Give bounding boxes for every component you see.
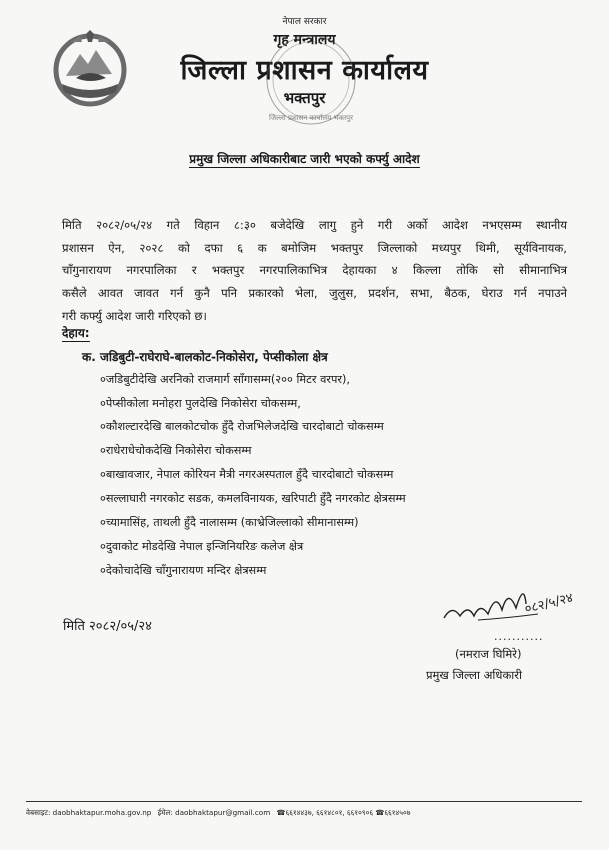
signature-line: ........... [494,630,544,643]
officer-name: (नमराज घिमिरे) [455,647,522,661]
area-list-item: ०देकोचादेखि चाँगुनारायण मन्दिर क्षेत्रसम्म [100,564,267,577]
area-list-item: ०च्यामासिंह, ताथली हुँदै नालासम्म (काभ्रेजिल्लाको सीमानासम्म) [100,516,359,529]
signature-date: मिति २०८२/०५/२४ [63,619,152,634]
footer-email: ईमेल: daobhaktapur@gmail.com [157,808,271,817]
paragraph-line: मिति २०८२/०५/२४ गते विहान ८:३० बजेदेखि लागु हुने गरी अर्को आदेश नभएसम्म स्थानीय [62,218,567,232]
officer-designation: प्रमुख जिल्ला अधिकारी [426,668,522,682]
paragraph-line: गरी कर्फ्यु आदेश जारी गरिएको छ। [62,308,207,323]
area-list-item: ०बाखावजार, नेपाल कोरियन मैत्री नगरअस्पताल हुँदै चारदोबाटो चोकसम्म [100,468,394,481]
document-subject [0,150,609,167]
footer-website: वेबसाइट: daobhaktapur.moha.gov.np [26,808,152,817]
stamp-text: जिल्ला प्रशासन कार्यालय भक्तपुर [269,114,353,122]
handwritten-date: ०८२/५/२४ [523,590,575,618]
paragraph-line: कसैले आवत जावत गर्न कुनै पनि प्रकारको भेला, जुलुस, प्रदर्शन, सभा, बैठक, घेराउ गर्न नपाउने [62,286,567,301]
office-location: भक्तपुर [283,89,326,107]
subject-text: प्रमुख जिल्ला अधिकारीबाट जारी भएको कर्फ्यु आदेश [189,152,420,166]
office-stamp [259,22,363,142]
area-list-item: ०कौशल्टारदेखि बालकोटचोक हुँदै रोजभिलेजदेखि चारदोबाटो चोकसम्म [100,420,384,433]
office-title: जिल्ला प्रशासन कार्यालय [180,55,429,86]
annex-label-text: देहाय: [62,326,90,340]
paragraph-line: चाँगुनारायण नगरपालिका र भक्तपुर नगरपालिकाभित्र देहायका ४ किल्ला तोकि सो सीमानाभित्र [62,263,567,278]
order-paragraph [62,214,567,328]
handwritten-signature [438,574,588,638]
paragraph-line: प्रशासन ऐन, २०२८ को दफा ६ क बमोजिम भक्तपुर जिल्लाको मध्यपुर थिमी, सूर्यविनायक, [62,240,567,255]
ministry-label: गृह मन्त्रालय [273,32,336,48]
area-list-item: ०पेप्सीकोला मनोहरा पुलदेखि निकोसेरा चोकसम्म, [100,397,301,410]
footer-contact [26,808,414,818]
government-label: नेपाल सरकार [282,17,327,27]
area-list-item: ०दुवाकोट मोडदेखि नेपाल इन्जिनियरिङ कलेज क्षेत्र [100,540,304,553]
footer-phones: ☎६६१४४३७, ६६१४८०१, ६६१०९०६ ☎६६१४५०७ [276,808,411,817]
area-list-item: ०जडिबुटीदेखि अरनिको राजमार्ग साँगासम्म(२०० मिटर वरपर), [100,373,351,386]
footer-divider [26,801,582,802]
area-list-item: ०राधेराधेचोकदेखि निकोसेरा चोकसम्म [100,444,252,457]
area-list-item: ०सल्लाघारी नगरकोट सडक, कमलविनायक, खरिपाटी हुँदै नगरकोट क्षेत्रसम्म [100,492,406,505]
annex-label [62,324,90,341]
area-title: क. जडिबुटी-राघेराघे-बालकोट-निकोसेरा, पेप्सीकोला क्षेत्र [82,350,328,364]
